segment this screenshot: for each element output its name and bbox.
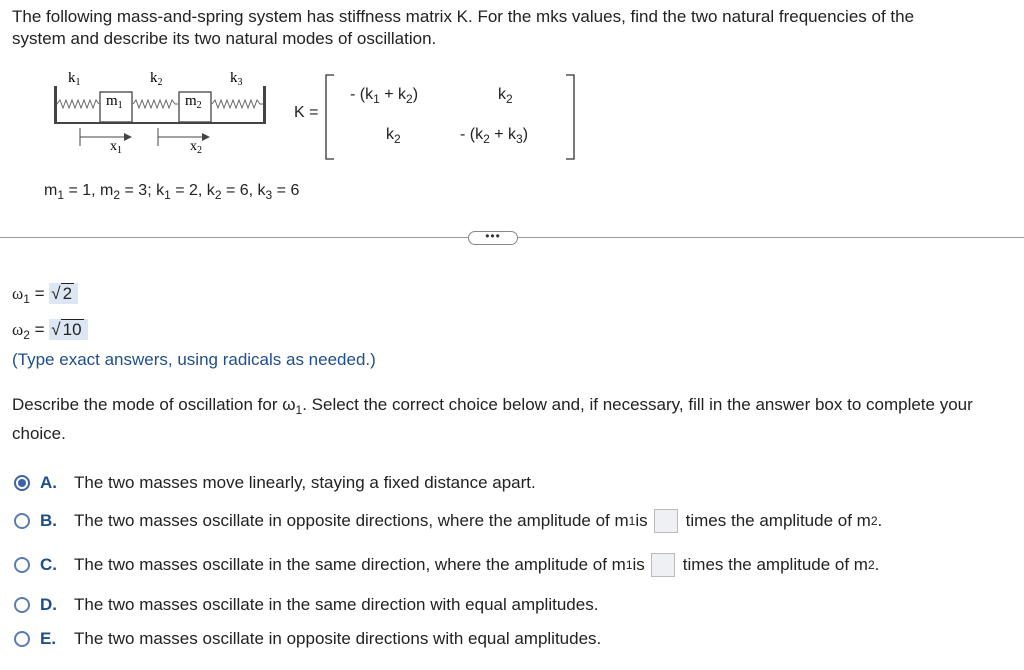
choice-b[interactable]: B. The two masses oscillate in opposite directions, where the amplitude of m 1 is times the amplitude of m 2 . [14, 508, 882, 534]
left-bracket [324, 74, 338, 160]
question-line-1: The following mass-and-spring system has stiffness matrix K. For the mks values, find the two natural frequencies of the [12, 7, 915, 26]
expand-button[interactable]: ••• [468, 231, 518, 245]
label-x2: $x_2$ [190, 139, 202, 156]
label-x1: $x_1$ [110, 139, 122, 156]
given-values: $m_1 = 1$, $m_2 = 3$; $k_1 = 2$, $k_2 = 6$, $k_3 = 6$ [44, 182, 300, 202]
spring-k2 [133, 100, 178, 108]
choice-a[interactable]: A. The two masses move linearly, staying a fixed distance apart. [14, 470, 536, 496]
spring-mass-diagram [50, 66, 275, 158]
omega2-answer-box[interactable]: √ 10 [49, 319, 87, 340]
choice-b-answer-box[interactable] [654, 509, 678, 533]
left-wall [54, 86, 57, 124]
omega2-value: 10 [62, 320, 82, 339]
spring-k1 [57, 100, 99, 108]
right-bracket [564, 74, 578, 160]
omega1-answer-line: $\omega_1$ = √ 2 [12, 283, 78, 304]
label-k2: $k_2$ [150, 70, 163, 88]
radio-e[interactable] [14, 631, 30, 647]
choice-c-answer-box[interactable] [651, 553, 675, 577]
choice-c[interactable]: C. The two masses oscillate in the same direction, where the amplitude of m 1 is times the amplitude of m 2 . [14, 552, 879, 578]
label-k1: $k_1$ [68, 70, 81, 88]
matrix-a12: $k_2$ [498, 86, 513, 106]
x1-arrowhead [124, 133, 132, 141]
label-m1: $m_1$ [106, 93, 123, 111]
matrix-label: K = [294, 104, 319, 121]
question-text [12, 6, 1012, 50]
answer-hint: (Type exact answers, using radicals as needed.) [12, 350, 376, 369]
matrix-a22: - $(k_2 + k_3)$ [460, 126, 529, 146]
mode-question: Describe the mode of oscillation for $\omega_1$. Select the correct choice below and, if necessary, fill in the answer box to complete your choice. [12, 395, 973, 443]
label-k3: $k_3$ [230, 70, 243, 88]
x2-arrowhead [202, 133, 210, 141]
choice-d[interactable]: D. The two masses oscillate in the same direction with equal amplitudes. [14, 592, 598, 618]
omega1-answer-box[interactable]: √ 2 [49, 283, 78, 304]
right-wall [263, 86, 266, 124]
radio-d[interactable] [14, 597, 30, 613]
radio-a[interactable] [14, 475, 30, 491]
omega2-answer-line: $\omega_2$ = √ 10 [12, 319, 88, 340]
matrix-a21: $k_2$ [386, 126, 401, 146]
omega1-value: 2 [62, 284, 73, 303]
radio-c[interactable] [14, 557, 30, 573]
radio-b[interactable] [14, 513, 30, 529]
stiffness-matrix [294, 74, 584, 164]
question-line-2: system and describe its two natural modes of oscillation. [12, 29, 437, 48]
label-m2: $m_2$ [185, 93, 202, 111]
matrix-a11: - $(k_1 + k_2)$ [350, 86, 419, 106]
spring-k3 [212, 100, 263, 108]
choice-e[interactable]: E. The two masses oscillate in opposite directions with equal amplitudes. [14, 626, 601, 652]
